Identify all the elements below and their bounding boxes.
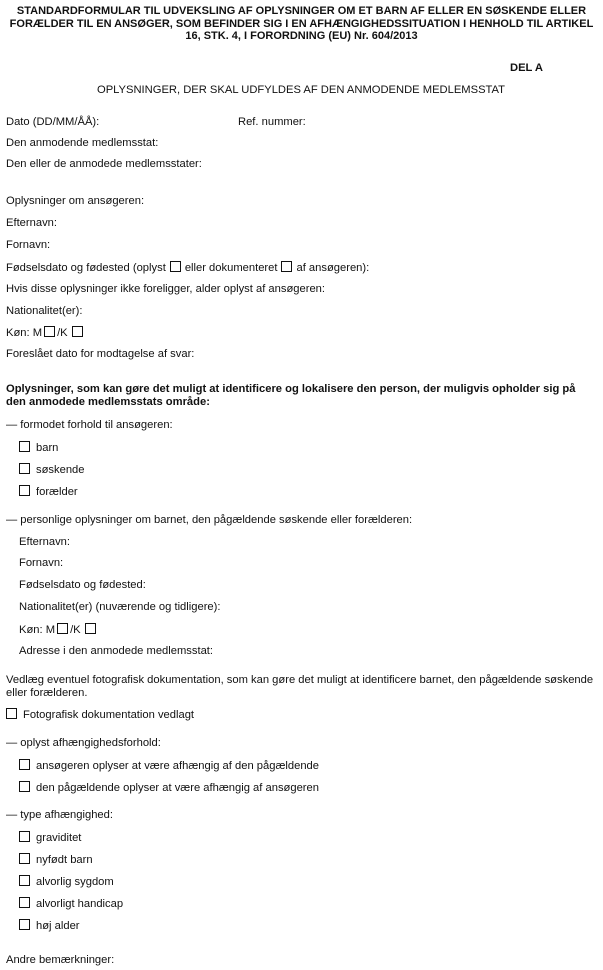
person-nationality-label: Nationalitet(er) (nuværende og tidligere): xyxy=(19,601,221,613)
gender-m-checkbox[interactable] xyxy=(57,623,68,634)
requesting-state-label: Den anmodende medlemsstat: xyxy=(6,137,159,149)
applicant-nationality-label: Nationalitet(er): xyxy=(6,305,83,317)
person-surname-label: Efternavn: xyxy=(19,536,70,548)
dependency-option xyxy=(19,781,319,795)
dependency-type-label: graviditet xyxy=(36,832,82,844)
relation-option xyxy=(19,463,85,477)
other-remarks-label: Andre bemærkninger: xyxy=(6,954,115,966)
person-address-label: Adresse i den anmodede medlemsstat: xyxy=(19,645,214,657)
dependency-heading: — oplyst afhængighedsforhold: xyxy=(6,737,161,749)
applicant-birth-row xyxy=(6,261,369,275)
gender-k-checkbox[interactable] xyxy=(85,623,96,634)
dependency-type-option xyxy=(19,831,81,845)
dependency-type-checkbox[interactable] xyxy=(19,853,30,864)
dependency-type-label: nyfødt barn xyxy=(36,854,93,866)
applicant-heading: Oplysninger om ansøgeren: xyxy=(6,195,145,207)
gender-m-checkbox[interactable] xyxy=(44,326,55,337)
dependency-option xyxy=(19,759,319,773)
gender-k-label: /K xyxy=(70,624,81,636)
reply-date-label: Foreslået dato for modtagelse af svar: xyxy=(6,348,195,360)
dependency-type-label: alvorligt handicap xyxy=(36,898,124,910)
person-firstname-label: Fornavn: xyxy=(19,557,64,569)
dependency-type-option xyxy=(19,853,93,867)
dependency-checkbox[interactable] xyxy=(19,759,30,770)
photo-attached-checkbox[interactable] xyxy=(6,708,17,719)
relation-checkbox[interactable] xyxy=(19,485,30,496)
photo-attached-row xyxy=(6,708,194,722)
relation-option-label: søskende xyxy=(36,464,85,476)
applicant-firstname-label: Fornavn: xyxy=(6,239,51,251)
dependency-type-option xyxy=(19,875,114,889)
gender-k-label: /K xyxy=(57,327,68,339)
dependency-type-option xyxy=(19,919,80,933)
dependency-option-label: den pågældende oplyser at være afhængig af ansøgeren xyxy=(36,782,319,794)
relation-option xyxy=(19,485,78,499)
birth-middle: eller dokumenteret xyxy=(184,262,278,274)
relation-checkbox[interactable] xyxy=(19,463,30,474)
dependency-type-option xyxy=(19,897,123,911)
relation-option-label: forælder xyxy=(36,486,78,498)
relation-heading: — formodet forhold til ansøgeren: xyxy=(6,419,173,431)
person-gender-row xyxy=(19,623,100,637)
documented-checkbox[interactable] xyxy=(281,261,292,272)
applicant-surname-label: Efternavn: xyxy=(6,217,57,229)
relation-option-label: barn xyxy=(36,442,59,454)
photo-note: Vedlæg eventuel fotografisk dokumentation, som kan gøre det muligt at identificere barnet, den pågældende søskende eller forælderen. xyxy=(6,674,594,699)
dependency-type-checkbox[interactable] xyxy=(19,831,30,842)
date-field-label: Dato (DD/MM/ÅÅ): xyxy=(6,116,100,128)
relation-checkbox[interactable] xyxy=(19,441,30,452)
dependency-option-label: ansøgeren oplyser at være afhængig af den pågældende xyxy=(36,760,319,772)
part-label: DEL A xyxy=(510,62,543,74)
stated-checkbox[interactable] xyxy=(170,261,181,272)
relation-option xyxy=(19,441,58,455)
dependency-type-heading: — type afhængighed: xyxy=(6,809,113,821)
applicant-gender-row xyxy=(6,326,87,340)
dependency-type-checkbox[interactable] xyxy=(19,919,30,930)
identify-heading: Oplysninger, som kan gøre det muligt at identificere og lokalisere den person, der muligvis opholder sig på den anmodede medlemsstats område: xyxy=(6,383,576,408)
dependency-type-label: alvorlig sygdom xyxy=(36,876,114,888)
gender-m-label: Køn: M xyxy=(6,327,43,339)
ref-number-label: Ref. nummer: xyxy=(238,116,306,128)
requested-states-label: Den eller de anmodede medlemsstater: xyxy=(6,158,202,170)
form-title: STANDARDFORMULAR TIL UDVEKSLING AF OPLYSNINGER OM ET BARN AF ELLER EN SØSKENDE ELLER FORÆLDER TIL EN ANSØGER, SOM BEFINDER SIG I EN AFHÆNGIGHEDSSITUATION I HENHOLD TIL ARTIKEL 16, STK. 4, I FORORDNING (EU) Nr. 604/2013 xyxy=(9,5,594,42)
gender-m-label: Køn: M xyxy=(19,624,56,636)
applicant-age-note: Hvis disse oplysninger ikke foreligger, alder oplyst af ansøgeren: xyxy=(6,283,326,295)
person-birth-label: Fødselsdato og fødested: xyxy=(19,579,146,591)
dependency-checkbox[interactable] xyxy=(19,781,30,792)
personal-heading: — personlige oplysninger om barnet, den pågældende søskende eller forælderen: xyxy=(6,514,413,526)
gender-k-checkbox[interactable] xyxy=(72,326,83,337)
birth-prefix: Fødselsdato og fødested (oplyst xyxy=(6,262,166,274)
dependency-type-checkbox[interactable] xyxy=(19,875,30,886)
part-subtitle: OPLYSNINGER, DER SKAL UDFYLDES AF DEN ANMODENDE MEDLEMSSTAT xyxy=(97,84,506,96)
birth-suffix: af ansøgeren): xyxy=(296,262,370,274)
photo-attached-label: Fotografisk dokumentation vedlagt xyxy=(23,709,195,721)
dependency-type-label: høj alder xyxy=(36,920,80,932)
dependency-type-checkbox[interactable] xyxy=(19,897,30,908)
